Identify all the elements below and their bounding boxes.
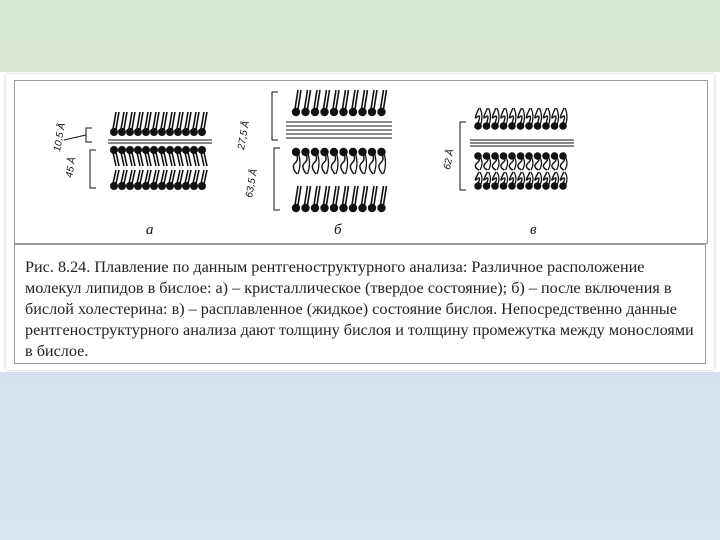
lipid-molecule xyxy=(551,108,559,130)
panel-b-dim-gap: 27,5 Å xyxy=(236,120,252,151)
lipid-molecule xyxy=(311,90,320,116)
lipid-molecule xyxy=(118,112,127,136)
lipid-molecule xyxy=(517,172,525,190)
lipid-molecule xyxy=(166,112,175,136)
lipid-molecule xyxy=(110,170,119,190)
lipid-molecule xyxy=(377,186,386,212)
lipid-molecule xyxy=(508,108,516,130)
lipid-molecule xyxy=(377,90,386,116)
lipid-molecule xyxy=(542,152,550,170)
panel-c-dim-bilayer: 62 Å xyxy=(442,148,457,171)
lipid-molecule xyxy=(182,112,191,136)
panel-c-liquid-bilayer xyxy=(470,108,574,190)
lipid-molecule xyxy=(166,170,175,190)
lipid-molecule xyxy=(474,152,482,170)
lipid-molecule xyxy=(368,148,376,174)
lipid-molecule xyxy=(134,112,143,136)
lipid-molecule xyxy=(483,172,491,190)
lipid-molecule xyxy=(320,186,329,212)
lipid-molecule xyxy=(339,148,347,174)
panel-b-cholesterol-bilayer xyxy=(286,90,392,212)
lipid-molecule xyxy=(158,146,167,166)
panel-b-dim-bilayer: 63,5 Å xyxy=(244,168,260,199)
lipid-molecule xyxy=(142,170,151,190)
lipid-molecule xyxy=(142,112,151,136)
lipid-molecule xyxy=(358,148,366,174)
lipid-molecule xyxy=(190,170,199,190)
lipid-molecule xyxy=(559,172,567,190)
lipid-molecule xyxy=(142,146,151,166)
lipid-molecule xyxy=(500,172,508,190)
panel-a-crystalline-bilayer xyxy=(108,112,212,190)
lipid-molecule xyxy=(158,170,167,190)
lipid-molecule xyxy=(182,170,191,190)
lipid-molecule xyxy=(292,186,301,212)
lipid-molecule xyxy=(358,90,367,116)
lipid-molecule xyxy=(182,146,191,166)
lipid-molecule xyxy=(339,90,348,116)
lipid-molecule xyxy=(292,148,300,174)
lipid-molecule xyxy=(534,172,542,190)
lipid-molecule xyxy=(534,152,542,170)
lipid-molecule xyxy=(517,108,525,130)
caption-box xyxy=(14,244,706,364)
lipid-molecule xyxy=(542,108,550,130)
lipid-molecule xyxy=(118,146,127,166)
lipid-molecule xyxy=(474,172,482,190)
lipid-molecule xyxy=(174,146,183,166)
lipid-molecule xyxy=(174,112,183,136)
lipid-molecule xyxy=(134,170,143,190)
lipid-molecule xyxy=(349,90,358,116)
figure-caption: Рис. 8.24. Плавление по данным рентгеноструктурного анализа: Различное расположение молекул липидов в бислое: а) – кристаллическое (твердое состояние); б) – после включения в бислой холестерина: в) – расплавленное (жидкое) состояние бислоя. Непосредственно данные рентгеноструктурного анализа дают толщину бислоя и толщину промежутка между монослоями в бислое. xyxy=(25,258,694,360)
lipid-molecule xyxy=(190,146,199,166)
panel-a-letter: а xyxy=(146,222,154,238)
panel-b-gap-bracket xyxy=(272,92,278,140)
lipid-molecule xyxy=(525,108,533,130)
panel-a-dim-gap: 10,5 Å xyxy=(52,122,68,153)
lipid-molecule xyxy=(542,172,550,190)
lipid-molecule xyxy=(126,146,135,166)
lipid-molecule xyxy=(525,152,533,170)
lipid-molecule xyxy=(158,112,167,136)
lipid-molecule xyxy=(368,186,377,212)
lipid-molecule xyxy=(483,108,491,130)
lipid-molecule xyxy=(126,112,135,136)
lipid-molecule xyxy=(150,146,159,166)
lipid-molecule xyxy=(508,172,516,190)
lipid-molecule xyxy=(110,146,119,166)
lipid-molecule xyxy=(150,112,159,136)
lipid-molecule xyxy=(301,148,309,174)
lipid-molecule xyxy=(134,146,143,166)
lipid-molecule xyxy=(198,170,207,190)
lipid-molecule xyxy=(292,90,301,116)
panel-c-bilayer-bracket xyxy=(460,122,466,190)
lipid-molecule xyxy=(349,186,358,212)
lipid-molecule xyxy=(198,112,207,136)
lipid-molecule xyxy=(358,186,367,212)
lipid-molecule xyxy=(491,108,499,130)
lipid-molecule xyxy=(500,152,508,170)
lipid-molecule xyxy=(525,172,533,190)
lipid-molecule xyxy=(330,148,338,174)
lipid-molecule xyxy=(508,152,516,170)
lipid-molecule xyxy=(551,152,559,170)
lipid-molecule xyxy=(190,112,199,136)
lipid-molecule xyxy=(150,170,159,190)
lipid-molecule xyxy=(301,90,310,116)
lipid-molecule xyxy=(491,152,499,170)
lipid-molecule xyxy=(166,146,175,166)
lipid-molecule xyxy=(311,148,319,174)
panel-a-gap-leader xyxy=(64,135,86,140)
lipid-molecule xyxy=(339,186,348,212)
lipid-molecule xyxy=(474,108,482,130)
lipid-molecule xyxy=(483,152,491,170)
lipid-molecule xyxy=(330,90,339,116)
lipid-molecule xyxy=(491,172,499,190)
panel-a-bilayer-bracket xyxy=(90,150,96,188)
panel-c-letter: в xyxy=(530,222,537,238)
lipid-molecule xyxy=(320,90,329,116)
lipid-molecule xyxy=(551,172,559,190)
panel-b-bilayer-bracket xyxy=(274,148,280,210)
lipid-molecule xyxy=(349,148,357,174)
lipid-molecule xyxy=(301,186,310,212)
lipid-molecule xyxy=(198,146,207,166)
lipid-molecule xyxy=(368,90,377,116)
lipid-molecule xyxy=(517,152,525,170)
lipid-molecule xyxy=(559,152,567,170)
panel-a-dim-bilayer: 45 Å xyxy=(64,156,79,179)
lipid-molecule xyxy=(377,148,385,174)
lipid-molecule xyxy=(500,108,508,130)
lipid-molecule xyxy=(559,108,567,130)
lipid-molecule xyxy=(330,186,339,212)
lipid-molecule xyxy=(534,108,542,130)
lipid-molecule xyxy=(320,148,328,174)
lipid-molecule xyxy=(311,186,320,212)
lipid-molecule xyxy=(118,170,127,190)
lipid-molecule xyxy=(126,170,135,190)
lipid-molecule xyxy=(110,112,119,136)
panel-b-letter: б xyxy=(334,222,342,238)
lipid-molecule xyxy=(174,170,183,190)
panel-a-gap-bracket xyxy=(86,128,92,142)
